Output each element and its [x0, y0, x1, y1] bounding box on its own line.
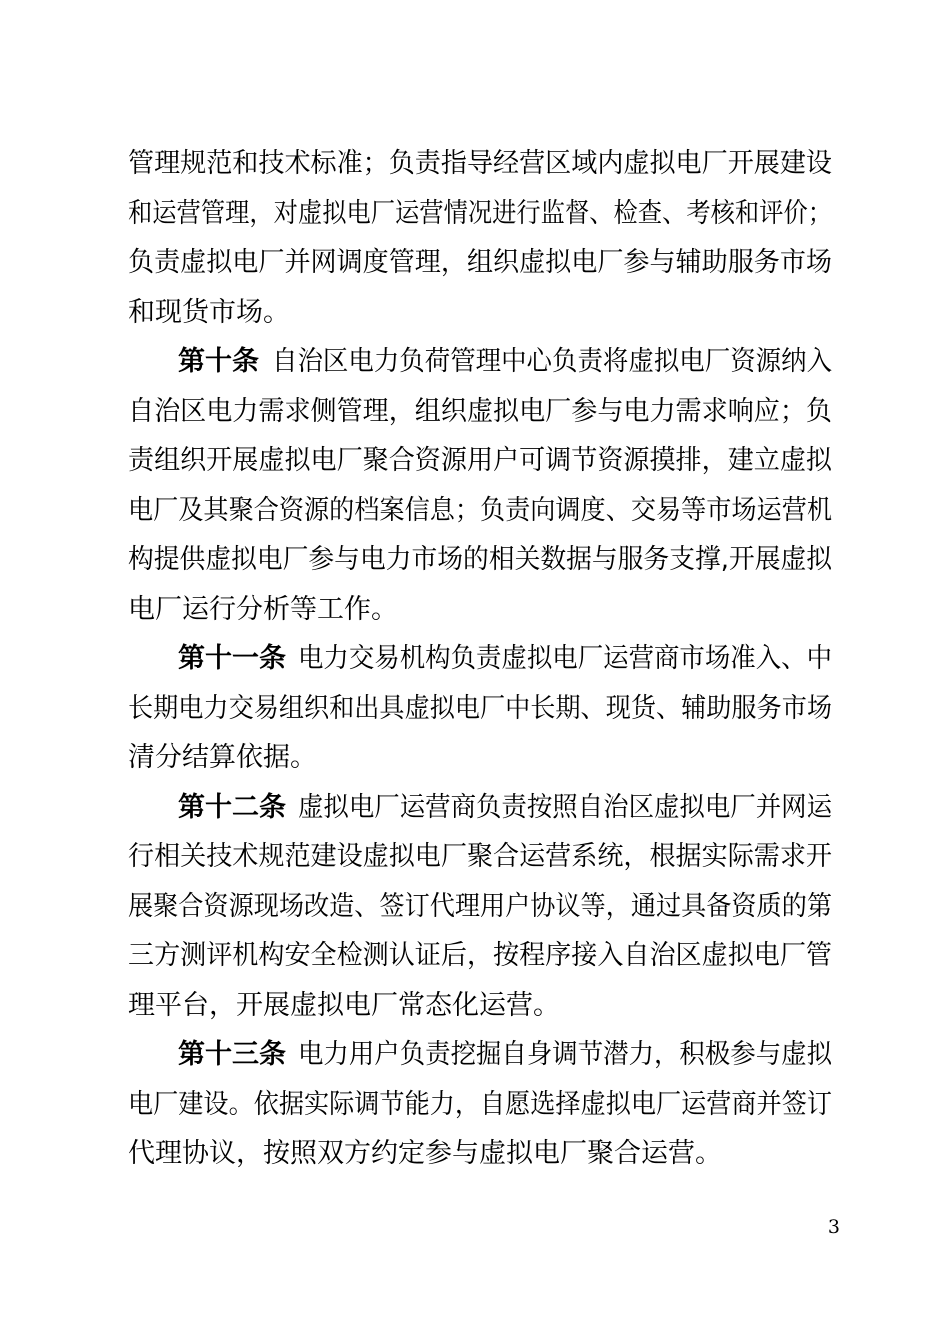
- text-line: [0, 189, 950, 239]
- paragraph-text: 电厂及其聚合资源的档案信息；负责向调度、交易等市场运营机: [128, 495, 832, 526]
- article-number: 第十二条: [178, 792, 286, 823]
- paragraph-text: 构提供虚拟电厂参与电力市场的相关数据与服务支撑,开展虚拟: [128, 544, 833, 575]
- text-line: [0, 882, 950, 932]
- article-heading-line: [0, 1030, 950, 1080]
- text-line: [0, 733, 950, 783]
- text-line: [0, 684, 950, 734]
- article-number: 第十条: [178, 346, 259, 377]
- article-heading-line: [0, 337, 950, 387]
- paragraph-text: 长期电力交易组织和出具虚拟电厂中长期、现货、辅助服务市场: [128, 693, 832, 724]
- text-line: [0, 1080, 950, 1130]
- paragraph-text: 电力用户负责挖掘自身调节潜力，积极参与虚拟: [298, 1039, 833, 1070]
- text-line: [0, 535, 950, 585]
- article-number: 第十三条: [178, 1039, 286, 1070]
- paragraph-text: 负责虚拟电厂并网调度管理，组织虚拟电厂参与辅助服务市场: [128, 247, 832, 278]
- text-line: [0, 931, 950, 981]
- paragraph-text: 和现货市场。: [128, 297, 290, 328]
- paragraph-text: 自治区电力需求侧管理，组织虚拟电厂参与电力需求响应；负: [128, 396, 832, 427]
- article-number: 第十一条: [178, 643, 286, 674]
- text-line: [0, 585, 950, 635]
- article-heading-line: [0, 634, 950, 684]
- paragraph-text: 三方测评机构安全检测认证后，按程序接入自治区虚拟电厂管: [128, 940, 832, 971]
- text-line: [0, 436, 950, 486]
- text-line: [0, 1129, 950, 1179]
- text-line: [0, 288, 950, 338]
- paragraph-text: 电厂运行分析等工作。: [128, 594, 398, 625]
- paragraph-text: 展聚合资源现场改造、签订代理用户协议等，通过具备资质的第: [128, 891, 832, 922]
- text-line: [0, 832, 950, 882]
- paragraph-text: 行相关技术规范建设虚拟电厂聚合运营系统，根据实际需求开: [128, 841, 832, 872]
- paragraph-text: 代理协议，按照双方约定参与虚拟电厂聚合运营。: [128, 1138, 722, 1169]
- paragraph-text: 理平台，开展虚拟电厂常态化运营。: [128, 990, 560, 1021]
- text-line: [0, 387, 950, 437]
- paragraph-text: 电厂建设。依据实际调节能力，自愿选择虚拟电厂运营商并签订: [128, 1089, 832, 1120]
- text-line: [0, 238, 950, 288]
- text-line: [0, 981, 950, 1031]
- paragraph-text: 电力交易机构负责虚拟电厂运营商市场准入、中: [298, 643, 833, 674]
- paragraph-text: 管理规范和技术标准；负责指导经营区域内虚拟电厂开展建设: [128, 148, 832, 179]
- paragraph-text: 虚拟电厂运营商负责按照自治区虚拟电厂并网运: [298, 792, 833, 823]
- page-number: 3: [827, 1216, 840, 1238]
- paragraph-text: 清分结算依据。: [128, 742, 317, 773]
- article-heading-line: [0, 783, 950, 833]
- paragraph-text: 自治区电力负荷管理中心负责将虚拟电厂资源纳入: [272, 346, 833, 377]
- paragraph-text: 责组织开展虚拟电厂聚合资源用户可调节资源摸排，建立虚拟: [128, 445, 832, 476]
- text-line: [0, 486, 950, 536]
- text-line: [0, 139, 950, 189]
- paragraph-text: 和运营管理，对虚拟电厂运营情况进行监督、检查、考核和评价；: [128, 198, 832, 229]
